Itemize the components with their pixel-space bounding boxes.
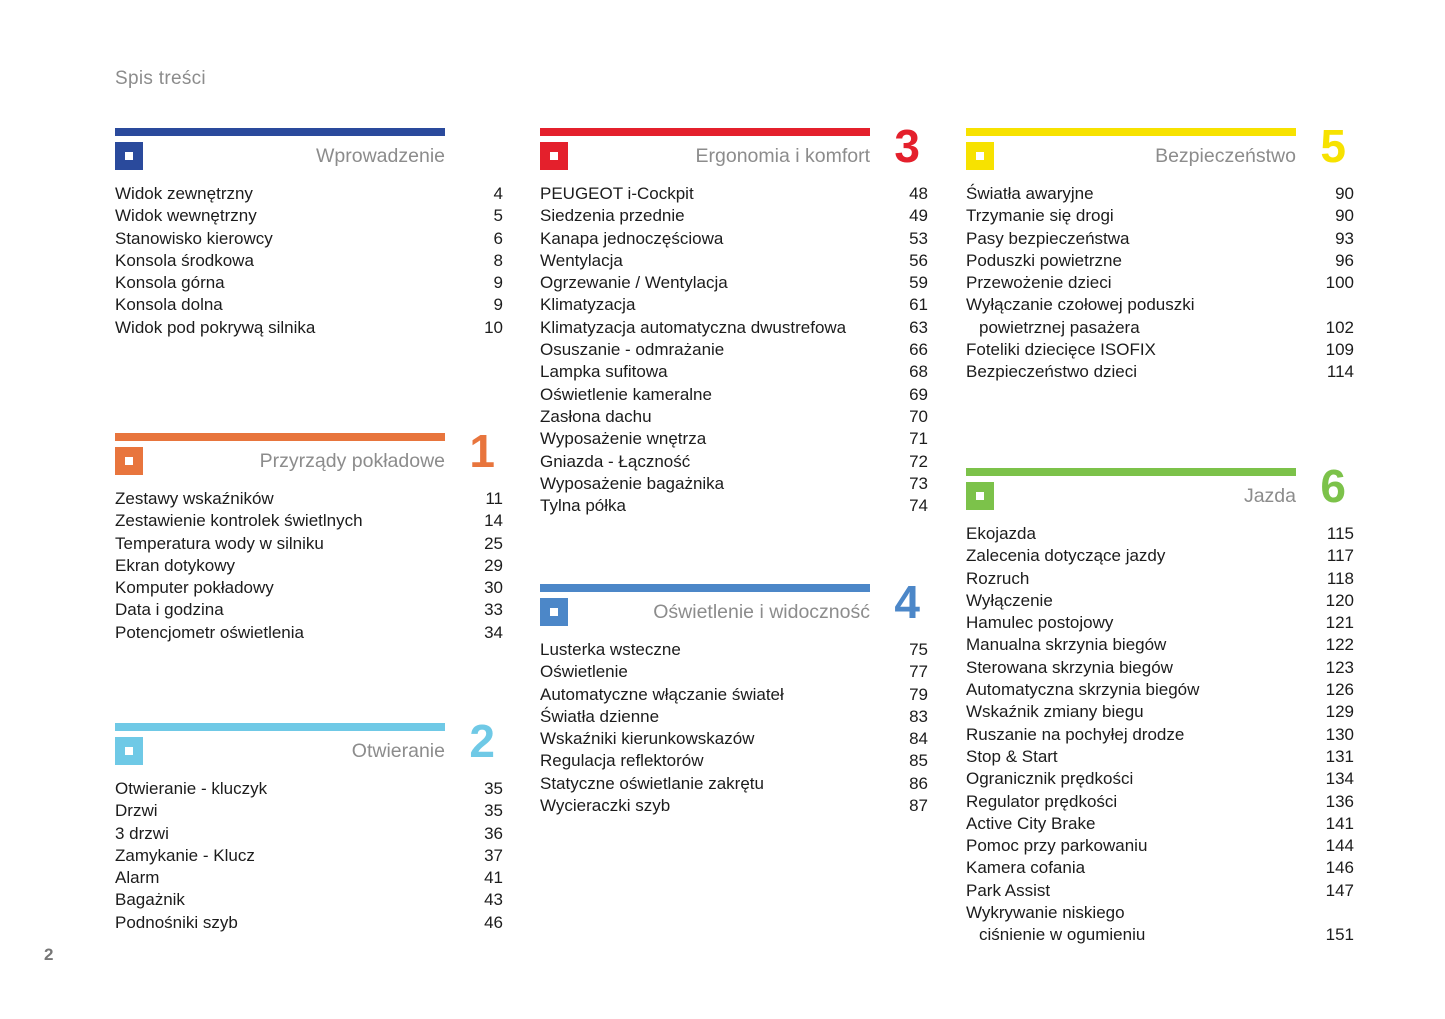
toc-entry <box>115 800 503 822</box>
toc-entry-page: 102 <box>1325 317 1354 337</box>
toc-entry-label: Sterowana skrzynia biegów <box>966 657 1173 677</box>
toc-entry-label: Alarm <box>115 868 160 888</box>
toc-entry <box>966 590 1354 612</box>
section-entries <box>115 183 503 339</box>
toc-entry-label: Wykrywanie niskiego <box>966 903 1125 923</box>
toc-entry <box>540 406 928 428</box>
toc-entry <box>115 823 503 845</box>
toc-entry-page: 48 <box>909 184 928 203</box>
section-entries <box>115 488 503 644</box>
toc-entry-label: Ruszanie na pochyłej drodze <box>966 724 1185 744</box>
toc-entry-label: Wyłączanie czołowej poduszki <box>966 295 1195 315</box>
section-entries <box>966 523 1354 947</box>
toc-entry <box>540 428 928 450</box>
toc-entry-label: Komputer pokładowy <box>115 578 274 598</box>
toc-entry-label: Statyczne oświetlanie zakrętu <box>540 773 764 793</box>
section-przyrzady-pokladowe <box>115 425 503 644</box>
toc-entry <box>540 384 928 406</box>
toc-entry <box>115 488 503 510</box>
section-entries <box>115 778 503 934</box>
toc-entry-label: Regulator prędkości <box>966 791 1118 811</box>
toc-entry <box>966 657 1354 679</box>
toc-entry <box>966 250 1354 272</box>
toc-entry-page: 34 <box>484 622 503 642</box>
toc-entry-page: 5 <box>493 206 503 226</box>
toc-entry-page: 151 <box>1325 925 1354 945</box>
toc-entry-page: 71 <box>909 429 928 449</box>
toc-entry-page: 69 <box>909 384 928 404</box>
toc-entry-label: Hamulec postojowy <box>966 613 1114 633</box>
toc-entry-page: 37 <box>484 845 503 865</box>
section-entries <box>540 183 928 517</box>
toc-entry <box>966 835 1354 857</box>
section-color-bar <box>115 433 445 441</box>
toc-entry <box>540 294 928 316</box>
section-square-icon <box>966 142 994 170</box>
toc-entry <box>115 555 503 577</box>
section-bezpieczenstwo <box>966 120 1354 384</box>
toc-entry-label: Widok wewnętrzny <box>115 206 257 226</box>
toc-entry <box>115 205 503 227</box>
toc-entry-label: Pomoc przy parkowaniu <box>966 836 1148 856</box>
toc-entry-label: 3 drzwi <box>115 823 169 843</box>
toc-entry-label: Wskaźnik zmiany biegu <box>966 702 1144 722</box>
toc-entry <box>115 317 503 339</box>
toc-entry <box>966 545 1354 567</box>
toc-entry-page: 63 <box>909 317 928 337</box>
toc-entry-label: Regulacja reflektorów <box>540 751 704 771</box>
toc-entry <box>966 701 1354 723</box>
toc-entry-page: 131 <box>1325 746 1354 766</box>
toc-entry <box>115 577 503 599</box>
section-title: Przyrządy pokładowe <box>259 450 445 472</box>
toc-entry-label: Siedzenia przednie <box>540 206 685 226</box>
toc-entry-page: 68 <box>909 362 928 382</box>
toc-entry-page: 144 <box>1325 836 1354 856</box>
toc-entry <box>115 912 503 934</box>
toc-entry-page: 84 <box>909 729 928 749</box>
toc-entry <box>966 339 1354 361</box>
section-title: Jazda <box>1243 485 1296 507</box>
toc-entry-label: Klimatyzacja <box>540 295 636 315</box>
toc-entry-page: 43 <box>484 890 503 910</box>
toc-entry-label: Drzwi <box>115 801 158 821</box>
toc-entry-page: 120 <box>1325 590 1354 610</box>
toc-entry <box>540 795 928 817</box>
toc-entry-label: Stop & Start <box>966 746 1058 766</box>
toc-entry-label: Temperatura wody w silniku <box>115 533 324 553</box>
toc-entry <box>966 746 1354 768</box>
toc-entry-label: Konsola dolna <box>115 295 223 315</box>
toc-entry-page: 90 <box>1335 206 1354 226</box>
toc-entry-page: 29 <box>484 555 503 575</box>
toc-entry <box>540 473 928 495</box>
toc-entry-page: 41 <box>484 868 503 888</box>
section-wprowadzenie <box>115 128 503 339</box>
toc-entry <box>966 361 1354 383</box>
toc-entry <box>540 451 928 473</box>
toc-entry <box>115 599 503 621</box>
toc-entry-label: Oświetlenie kameralne <box>540 384 712 404</box>
toc-entry-page: 33 <box>484 600 503 620</box>
toc-entry-label: Foteliki dziecięce ISOFIX <box>966 340 1156 360</box>
toc-entry-label: Tylna półka <box>540 496 626 516</box>
toc-entry <box>966 813 1354 835</box>
toc-entry <box>115 867 503 889</box>
section-entries <box>966 183 1354 384</box>
toc-entry-label: Wyposażenie wnętrza <box>540 429 707 449</box>
footer-page-number: 2 <box>44 945 54 964</box>
toc-entry-page: 61 <box>909 295 928 315</box>
toc-entry <box>115 533 503 555</box>
toc-entry <box>540 706 928 728</box>
toc-entry-label: Zamykanie - Klucz <box>115 845 255 865</box>
toc-entry-label: Widok pod pokrywą silnika <box>115 317 316 337</box>
toc-entry-label: Otwieranie - kluczyk <box>115 779 268 798</box>
toc-entry-page: 25 <box>484 533 503 553</box>
toc-entry <box>115 510 503 532</box>
toc-entry-label: Gniazda - Łączność <box>540 451 691 471</box>
toc-entry-page: 129 <box>1325 702 1354 722</box>
toc-entry-label: Zestawienie kontrolek świetlnych <box>115 511 363 531</box>
toc-entry-label: Kanapa jednoczęściowa <box>540 228 724 248</box>
toc-entry-page: 83 <box>909 706 928 726</box>
section-square-icon <box>966 482 994 510</box>
toc-entry-page: 35 <box>484 779 503 798</box>
toc-entry <box>966 880 1354 902</box>
toc-entry-page: 122 <box>1325 635 1354 655</box>
toc-entry <box>966 523 1354 545</box>
toc-entry-page: 72 <box>909 451 928 471</box>
toc-entry-label: Potencjometr oświetlenia <box>115 622 304 642</box>
toc-entry-label: Poduszki powietrzne <box>966 250 1122 270</box>
toc-entry-page <box>1348 902 1354 924</box>
toc-entry <box>540 728 928 750</box>
toc-entry-page: 114 <box>1326 362 1354 382</box>
toc-entry-label: ciśnienie w ogumieniu <box>979 925 1146 945</box>
toc-entry-label: Bagażnik <box>115 890 185 910</box>
section-color-bar <box>966 128 1296 136</box>
toc-entry <box>540 661 928 683</box>
toc-entry-label: Bezpieczeństwo dzieci <box>966 362 1138 382</box>
toc-entry-page: 56 <box>909 250 928 270</box>
chapter-number: 6 <box>1320 460 1346 512</box>
toc-entry-label: Pasy bezpieczeństwa <box>966 228 1130 248</box>
section-square-icon <box>115 447 143 475</box>
toc-entry-page: 136 <box>1325 791 1354 811</box>
toc-entry-page: 70 <box>909 406 928 426</box>
section-jazda <box>966 460 1354 947</box>
section-title: Ergonomia i komfort <box>695 145 870 167</box>
toc-entry-label: Zestawy wskaźników <box>115 489 274 508</box>
toc-entry-page: 49 <box>909 206 928 226</box>
toc-entry-page: 146 <box>1325 858 1354 878</box>
toc-entry-label: Rozruch <box>966 568 1030 588</box>
toc-entry-label: Kamera cofania <box>966 858 1086 878</box>
toc-entry-label: Stanowisko kierowcy <box>115 228 273 248</box>
toc-entry-page: 117 <box>1326 546 1354 566</box>
toc-entry <box>966 612 1354 634</box>
toc-entry-label: Osuszanie - odmrażanie <box>540 340 725 360</box>
toc-entry-page: 141 <box>1325 813 1354 833</box>
toc-entry-label: powietrznej pasażera <box>979 317 1140 337</box>
toc-entry <box>966 272 1354 294</box>
toc-entry <box>115 250 503 272</box>
toc-entry <box>966 205 1354 227</box>
section-otwieranie <box>115 715 503 934</box>
toc-entry-page: 4 <box>493 184 503 203</box>
toc-entry <box>966 902 1354 924</box>
chapter-number: 5 <box>1320 120 1346 172</box>
section-oswietlenie-i-widocznosc <box>540 576 928 817</box>
toc-entry-page: 30 <box>484 578 503 598</box>
toc-entry-page <box>1348 294 1354 316</box>
toc-entry-label: Lampka sufitowa <box>540 362 668 382</box>
toc-entry-page: 134 <box>1325 769 1354 789</box>
toc-entry <box>966 568 1354 590</box>
toc-entry-page: 66 <box>909 340 928 360</box>
toc-entry-page: 73 <box>909 473 928 493</box>
toc-entry-label: Zalecenia dotyczące jazdy <box>966 546 1166 566</box>
toc-entry-page: 86 <box>909 773 928 793</box>
toc-entry <box>540 750 928 772</box>
toc-entry-page: 14 <box>484 511 503 531</box>
toc-entry <box>540 317 928 339</box>
toc-entry <box>540 684 928 706</box>
toc-entry <box>966 791 1354 813</box>
toc-entry-page: 79 <box>909 684 928 704</box>
toc-entry-label: Konsola górna <box>115 273 225 293</box>
toc-entry-page: 9 <box>493 273 503 293</box>
chapter-number: 2 <box>469 715 495 767</box>
toc-entry <box>115 272 503 294</box>
toc-entry-label: Active City Brake <box>966 813 1096 833</box>
toc-entry-label: Widok zewnętrzny <box>115 184 253 203</box>
toc-entry-label: Automatyczna skrzynia biegów <box>966 680 1200 700</box>
toc-entry-page: 59 <box>909 273 928 293</box>
toc-entry-label: Konsola środkowa <box>115 250 254 270</box>
toc-entry-label: Ekran dotykowy <box>115 555 235 575</box>
toc-entry-page: 10 <box>484 317 503 337</box>
section-color-bar <box>115 723 445 731</box>
toc-entry <box>966 679 1354 701</box>
toc-entry <box>115 622 503 644</box>
toc-entry-label: Ekojazda <box>966 524 1036 543</box>
section-title: Oświetlenie i widoczność <box>653 601 870 623</box>
toc-entry <box>966 857 1354 879</box>
toc-entry <box>540 250 928 272</box>
toc-entry <box>540 272 928 294</box>
toc-entry <box>966 228 1354 250</box>
toc-entry-page: 118 <box>1326 568 1354 588</box>
section-color-bar <box>540 584 870 592</box>
section-title: Wprowadzenie <box>316 145 445 167</box>
toc-entry-label: Wyłączenie <box>966 590 1053 610</box>
toc-entry-label: Wyposażenie bagażnika <box>540 473 725 493</box>
toc-entry-page: 85 <box>909 751 928 771</box>
toc-entry-label: Manualna skrzynia biegów <box>966 635 1167 655</box>
section-square-icon <box>540 142 568 170</box>
toc-entry <box>966 317 1354 339</box>
toc-entry <box>115 778 503 800</box>
toc-entry-page: 75 <box>909 640 928 659</box>
section-title: Otwieranie <box>351 740 445 762</box>
toc-entry-label: Podnośniki szyb <box>115 912 238 932</box>
toc-entry-label: Przewożenie dzieci <box>966 273 1112 293</box>
section-color-bar <box>540 128 870 136</box>
toc-entry-page: 96 <box>1335 250 1354 270</box>
toc-entry-page: 115 <box>1326 524 1354 543</box>
toc-entry-page: 11 <box>485 489 503 508</box>
toc-entry <box>540 205 928 227</box>
section-color-bar <box>966 468 1296 476</box>
toc-entry-label: Automatyczne włączanie świateł <box>540 684 784 704</box>
toc-entry <box>966 768 1354 790</box>
toc-entry-label: Ogranicznik prędkości <box>966 769 1134 789</box>
toc-entry-page: 74 <box>909 496 928 516</box>
toc-entry-page: 109 <box>1325 340 1354 360</box>
toc-entry-label: PEUGEOT i-Cockpit <box>540 184 694 203</box>
section-entries <box>540 639 928 817</box>
toc-entry-label: Wycieraczki szyb <box>540 796 671 816</box>
section-title: Bezpieczeństwo <box>1155 145 1296 167</box>
toc-entry <box>966 294 1354 316</box>
section-square-icon <box>540 598 568 626</box>
toc-entry-page: 9 <box>493 295 503 315</box>
toc-entry-page: 36 <box>484 823 503 843</box>
toc-entry-page: 121 <box>1325 613 1354 633</box>
toc-entry-label: Światła awaryjne <box>966 184 1094 203</box>
toc-entry-page: 123 <box>1325 657 1354 677</box>
page-title: Spis treści <box>115 68 206 89</box>
toc-entry <box>966 724 1354 746</box>
toc-entry-label: Światła dzienne <box>540 706 660 726</box>
toc-entry-label: Wskaźniki kierunkowskazów <box>540 729 755 749</box>
section-square-icon <box>115 737 143 765</box>
toc-entry <box>115 228 503 250</box>
toc-entry <box>966 634 1354 656</box>
toc-entry <box>540 639 928 661</box>
toc-entry-label: Zasłona dachu <box>540 406 652 426</box>
toc-entry-page: 77 <box>909 662 928 682</box>
section-square-icon <box>115 142 143 170</box>
toc-entry-label: Park Assist <box>966 880 1051 900</box>
section-color-bar <box>115 128 445 136</box>
toc-entry <box>115 845 503 867</box>
toc-entry-page: 53 <box>909 228 928 248</box>
toc-entry-page: 87 <box>909 796 928 816</box>
toc-entry-page: 90 <box>1335 184 1354 203</box>
toc-entry-label: Data i godzina <box>115 600 224 620</box>
toc-entry-label: Wentylacja <box>540 250 623 270</box>
toc-entry <box>115 889 503 911</box>
toc-entry-page: 35 <box>484 801 503 821</box>
toc-entry-page: 93 <box>1335 228 1354 248</box>
toc-entry-page: 147 <box>1325 880 1354 900</box>
toc-entry-page: 8 <box>493 250 503 270</box>
toc-entry <box>115 183 503 205</box>
toc-entry-label: Klimatyzacja automatyczna dwustrefowa <box>540 317 847 337</box>
toc-entry-label: Trzymanie się drogi <box>966 206 1114 226</box>
toc-entry <box>966 183 1354 205</box>
toc-entry-page: 46 <box>484 912 503 932</box>
toc-entry <box>540 495 928 517</box>
toc-entry-page: 130 <box>1325 724 1354 744</box>
toc-entry <box>540 228 928 250</box>
toc-entry-page: 100 <box>1325 273 1354 293</box>
chapter-number: 3 <box>894 120 920 172</box>
toc-entry <box>540 339 928 361</box>
chapter-number: 4 <box>894 576 920 628</box>
toc-entry-page: 6 <box>493 228 503 248</box>
section-ergonomia-i-komfort <box>540 120 928 517</box>
toc-entry-label: Ogrzewanie / Wentylacja <box>540 273 728 293</box>
toc-entry <box>966 924 1354 946</box>
toc-entry <box>540 361 928 383</box>
toc-entry <box>540 773 928 795</box>
toc-entry-label: Oświetlenie <box>540 662 628 682</box>
chapter-number: 1 <box>469 425 495 477</box>
toc-entry-label: Lusterka wsteczne <box>540 640 681 659</box>
toc-entry-page: 126 <box>1325 680 1354 700</box>
toc-entry <box>115 294 503 316</box>
toc-entry <box>540 183 928 205</box>
